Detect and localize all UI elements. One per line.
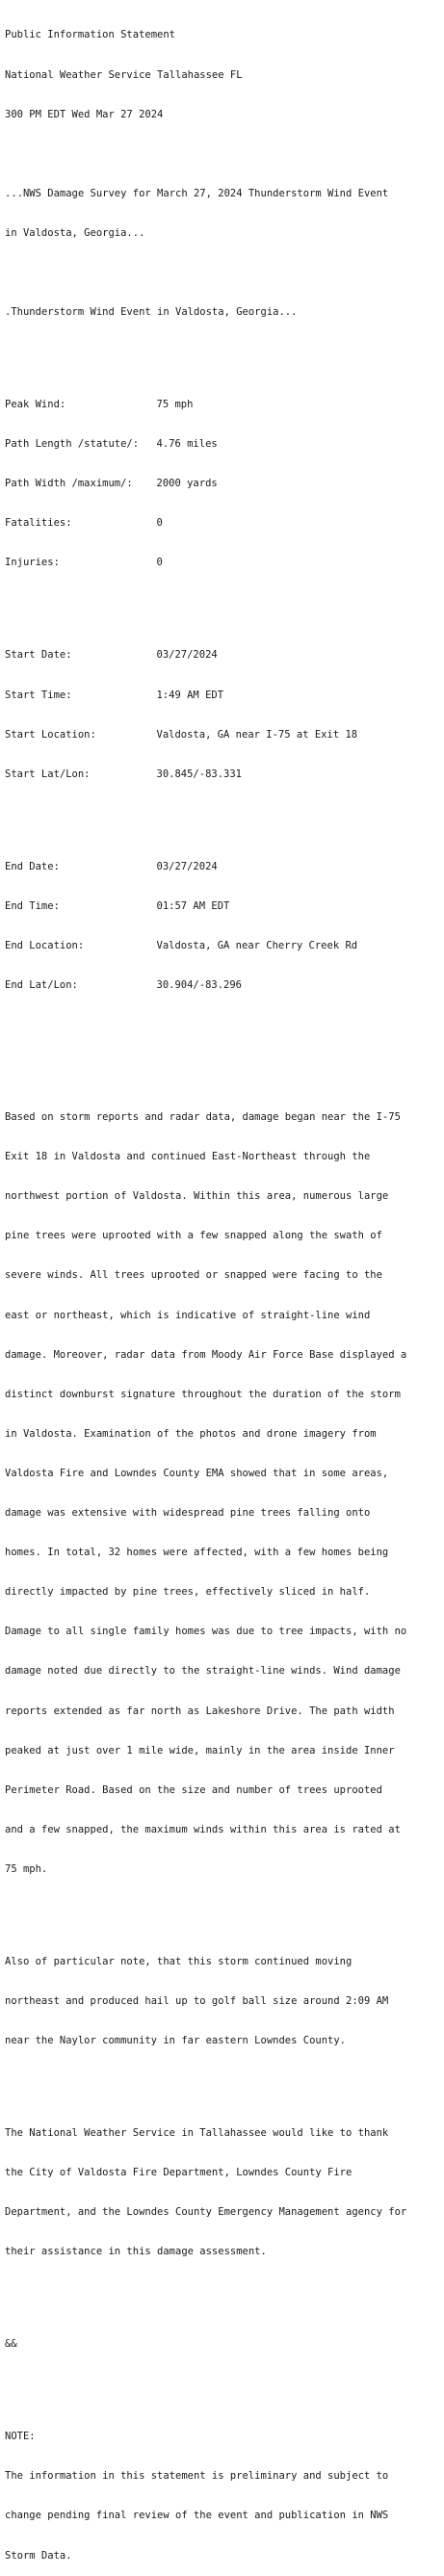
statement-document — [5, 3, 440, 2576]
end-time — [5, 900, 440, 914]
narrative-line: pine trees were uprooted with a few snapped along the swath of — [5, 1230, 382, 1242]
hail-note-line: northeast and produced hail up to golf ball size around 2:09 AM — [5, 1995, 389, 2008]
start-key: Start Location: — [5, 728, 96, 741]
start-value: 03/27/2024 — [156, 649, 218, 662]
start-latlon — [5, 768, 440, 782]
headline-line-1: ...NWS Damage Survey for March 27, 2024 Thunderstorm Wind Event — [5, 187, 389, 199]
start-value: Valdosta, GA near I-75 at Exit 18 — [156, 728, 358, 741]
end-location — [5, 940, 440, 953]
end-latlon — [5, 979, 440, 993]
blank-line — [5, 1903, 440, 1916]
start-date — [5, 649, 440, 663]
start-key: Start Date: — [5, 649, 72, 662]
narrative-line: peaked at just over 1 mile wide, mainly in the area inside Inner — [5, 1744, 395, 1756]
narrative-line: Damage to all single family homes was due to tree impacts, with no — [5, 1626, 407, 1638]
summary-key: Peak Wind: — [5, 399, 66, 411]
narrative-line: Perimeter Road. Based on the size and number of trees uprooted — [5, 1783, 382, 1796]
note-label: NOTE: — [5, 2431, 36, 2443]
note-line: change pending final review of the event and publication in NWS — [5, 2510, 389, 2522]
summary-path-length — [5, 438, 440, 452]
section-separator: && — [5, 2338, 17, 2351]
narrative-line: northwest portion of Valdosta. Within this area, numerous large — [5, 1190, 389, 1203]
blank-line — [5, 1058, 440, 1072]
blank-line — [5, 2074, 440, 2088]
narrative-line: directly impacted by pine trees, effectively sliced in half. — [5, 1586, 371, 1599]
header-office: National Weather Service Tallahassee FL — [5, 68, 243, 81]
end-key: End Time: — [5, 899, 60, 912]
end-date — [5, 861, 440, 874]
start-value: 30.845/-83.331 — [156, 768, 243, 780]
narrative-line: severe winds. All trees uprooted or snapped were facing to the — [5, 1269, 382, 1282]
end-value: 01:57 AM EDT — [156, 899, 230, 912]
end-key: End Lat/Lon: — [5, 978, 78, 991]
note-line: The information in this statement is preliminary and subject to — [5, 2470, 389, 2483]
narrative-line: reports extended as far north as Lakeshore Drive. The path width — [5, 1704, 395, 1717]
end-value: Valdosta, GA near Cherry Creek Rd — [156, 939, 358, 951]
start-location — [5, 729, 440, 742]
blank-line — [5, 148, 440, 162]
blank-line — [5, 267, 440, 280]
hail-note-line: near the Naylor community in far eastern Lowndes County. — [5, 2035, 347, 2047]
narrative-line: east or northeast, which is indicative of straight-line wind — [5, 1309, 371, 1321]
narrative-line: damage was extensive with widespread pine trees falling onto — [5, 1507, 371, 1520]
blank-line — [5, 2286, 440, 2300]
header-issued-time: 300 PM EDT Wed Mar 27 2024 — [5, 108, 164, 120]
thanks-line: The National Weather Service in Tallahassee would like to thank — [5, 2127, 389, 2140]
summary-key: Path Width /maximum/: — [5, 478, 133, 490]
narrative-line: damage. Moreover, radar data from Moody Air Force Base displayed a — [5, 1348, 407, 1361]
header-title: Public Information Statement — [5, 29, 176, 41]
end-value: 03/27/2024 — [156, 860, 218, 872]
narrative-line: 75 mph. — [5, 1863, 48, 1876]
summary-path-width — [5, 478, 440, 491]
summary-value: 75 mph — [156, 399, 194, 411]
narrative-line: damage noted due directly to the straight-line winds. Wind damage — [5, 1665, 401, 1678]
start-value: 1:49 AM EDT — [156, 689, 224, 701]
narrative-line: Exit 18 in Valdosta and continued East-Northeast through the — [5, 1151, 371, 1163]
narrative-line: in Valdosta. Examination of the photos and drone imagery from — [5, 1427, 377, 1440]
blank-line — [5, 808, 440, 821]
narrative-line: homes. In total, 32 homes were affected, with a few homes being — [5, 1547, 389, 1559]
narrative-line: Based on storm reports and radar data, damage began near the I-75 — [5, 1110, 401, 1123]
start-key: Start Time: — [5, 689, 72, 701]
end-key: End Location: — [5, 939, 85, 951]
summary-value: 0 — [156, 557, 163, 569]
narrative-line: Valdosta Fire and Lowndes County EMA showed that in some areas, — [5, 1467, 389, 1479]
end-key: End Date: — [5, 860, 60, 872]
summary-key: Injuries: — [5, 557, 60, 569]
blank-line — [5, 1019, 440, 1032]
thanks-line: the City of Valdosta Fire Department, Lowndes County Fire — [5, 2167, 353, 2179]
thanks-line: their assistance in this damage assessment. — [5, 2246, 267, 2258]
summary-value: 2000 yards — [156, 478, 218, 490]
blank-line — [5, 2378, 440, 2391]
summary-key: Fatalities: — [5, 517, 72, 530]
headline-line-2: in Valdosta, Georgia... — [5, 226, 145, 239]
start-time — [5, 690, 440, 703]
narrative-line: and a few snapped, the maximum winds within this area is rated at — [5, 1823, 401, 1835]
summary-value: 0 — [156, 517, 163, 530]
hail-note-line: Also of particular note, that this storm continued moving — [5, 1955, 353, 1967]
note-line: Storm Data. — [5, 2549, 72, 2562]
start-key: Start Lat/Lon: — [5, 768, 91, 780]
event-title: .Thunderstorm Wind Event in Valdosta, Georgia... — [5, 306, 298, 319]
blank-line — [5, 597, 440, 611]
summary-fatalities — [5, 517, 440, 531]
summary-injuries — [5, 557, 440, 570]
summary-value: 4.76 miles — [156, 438, 218, 451]
end-value: 30.904/-83.296 — [156, 978, 243, 991]
narrative-line: distinct downburst signature throughout the duration of the storm — [5, 1388, 401, 1400]
summary-key: Path Length /statute/: — [5, 438, 140, 451]
blank-line — [5, 346, 440, 359]
summary-peak-wind — [5, 399, 440, 412]
thanks-line: Department, and the Lowndes County Emergency Management agency for — [5, 2206, 407, 2219]
